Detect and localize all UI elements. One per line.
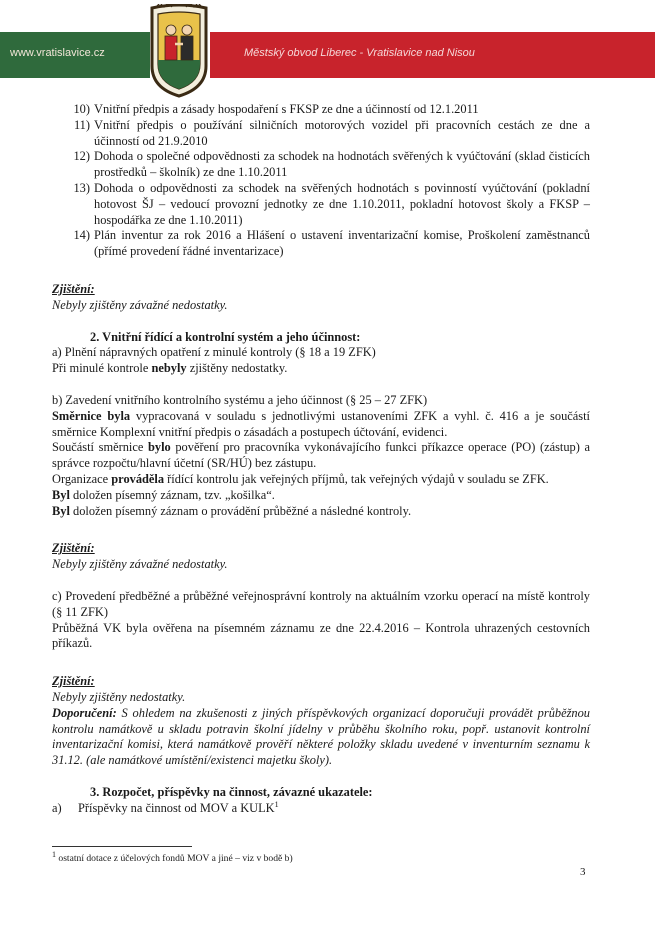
footnote: $^1$ ostatní dotace z účelových fondů MOV a jiné – viz v bodě b) [52,849,293,864]
finding-text: Nebyly zjištěny nedostatky. [52,689,186,704]
section-2b-paragraph: Součástí směrnice bylo pověření pro pracovníka vykonávajícího funkci příkazce operace (PO) (zástup) a správce rozpočtu/hlavní účetní (SR/HÚ) bez zástupu. [52,440,590,471]
list-item: 12) Dohoda o společné odpovědnosti za schodek na hodnotách svěřených k vyúčtování (sklad čisticích prostředků – školník) ze dne 1.10.2011 [73,149,590,180]
recommendation-text: Doporučení: S ohledem na zkušenosti z jiných příspěvkových organizací doporučuji provádět průběžnou kontrolu namátkově u skladu potravin školní jídelny v průběhu školního roku, popř. ustanovit kontrolní inventarizační komisi, která namátkově prověří některé položky skladu uvedené v inventurním seznamu k 31.12. (ale namátkové umístění/existenci majetku školy). [52,705,590,768]
section-3-heading: 3. Rozpočet, příspěvky na činnost, závazné ukazatele: [90,784,373,799]
site-url[interactable]: www.vratislavice.cz [10,47,105,59]
section-2c-title: c) Provedení předběžné a průběžné veřejnosprávní kontroly na aktuálním vzorku operací na místě kontroly (§ 11 ZFK) [52,588,590,619]
section-2b-paragraph: Byl doložen písemný záznam o provádění průběžné a následné kontroly. [52,503,412,518]
header-banner [0,0,655,100]
list-item: 13) Dohoda o odpovědnosti za schodek na svěřených hodnotách s povinností vyúčtování (pokladní hotovost ŠJ – vedoucí provozní jednotky ze dne 1.10.2011, pokladní hotovost školy a FKSP – hospodářka ze dne 1.10.2011) [73,180,590,227]
list-item: 14) Plán inventur za rok 2016 a Hlášení o ustavení inventarizační komise, Proškolení zaměstnanců (přímé provedení řádné inventarizace) [73,228,590,259]
section-3a-item: a) Příspěvky na činnost od MOV a KULK$^1$ [52,799,279,815]
list-item: 11) Vnitřní předpis o používání silničních motorových vozidel při pracovních cestách ze dne a účinností od 21.9.2010 [73,117,590,148]
finding-heading: Zjištění: [52,281,95,296]
section-2b-title: b) Zavedení vnitřního kontrolního systému a jeho účinnost (§ 25 – 27 ZFK) [52,392,428,407]
footnote-ref: 1 [274,799,279,809]
footnote-divider [52,846,192,847]
numbered-list [52,102,590,260]
finding-heading: Zjištění: [52,674,95,689]
coat-of-arms-icon [146,4,212,98]
page-number: 3 [580,866,586,878]
document-body [52,102,590,816]
list-item: 10) Vnitřní předpis a zásady hospodaření s FKSP ze dne a účinností od 12.1.2011 [73,102,479,116]
section-2-heading: 2. Vnitřní řídící a kontrolní systém a jeho účinnost: [90,329,361,344]
recommendation-label: Doporučení: [52,705,117,720]
section-2b-paragraph: Byl doložen písemný záznam, tzv. „košilka“. [52,487,275,502]
section-2c-text: Průběžná VK byla ověřena na písemném záznamu ze dne 22.4.2016 – Kontrola uhrazených cestovních příkazů. [52,620,590,651]
section-2b-paragraph: Směrnice byla vypracovaná v souladu s jednotlivými ustanoveními ZFK a vyhl. č. 416 a je součástí směrnice Komplexní vnitřní předpis o zásadách a postupech účtování, evidenci. [52,408,590,439]
section-2a-title: a) Plnění nápravných opatření z minulé kontroly (§ 18 a 19 ZFK) [52,345,376,360]
finding-text: Nebyly zjištěny závažné nedostatky. [52,557,228,572]
finding-heading: Zjištění: [52,541,95,556]
section-2a-text: Při minulé kontrole nebyly zjištěny nedostatky. [52,361,288,376]
section-2b-paragraph: Organizace prováděla řídící kontrolu jak veřejných příjmů, tak veřejných výdajů v souladu se ZFK. [52,471,549,486]
finding-text: Nebyly zjištěny závažné nedostatky. [52,297,228,312]
org-name: Městský obvod Liberec - Vratislavice nad Nisou [244,47,475,59]
